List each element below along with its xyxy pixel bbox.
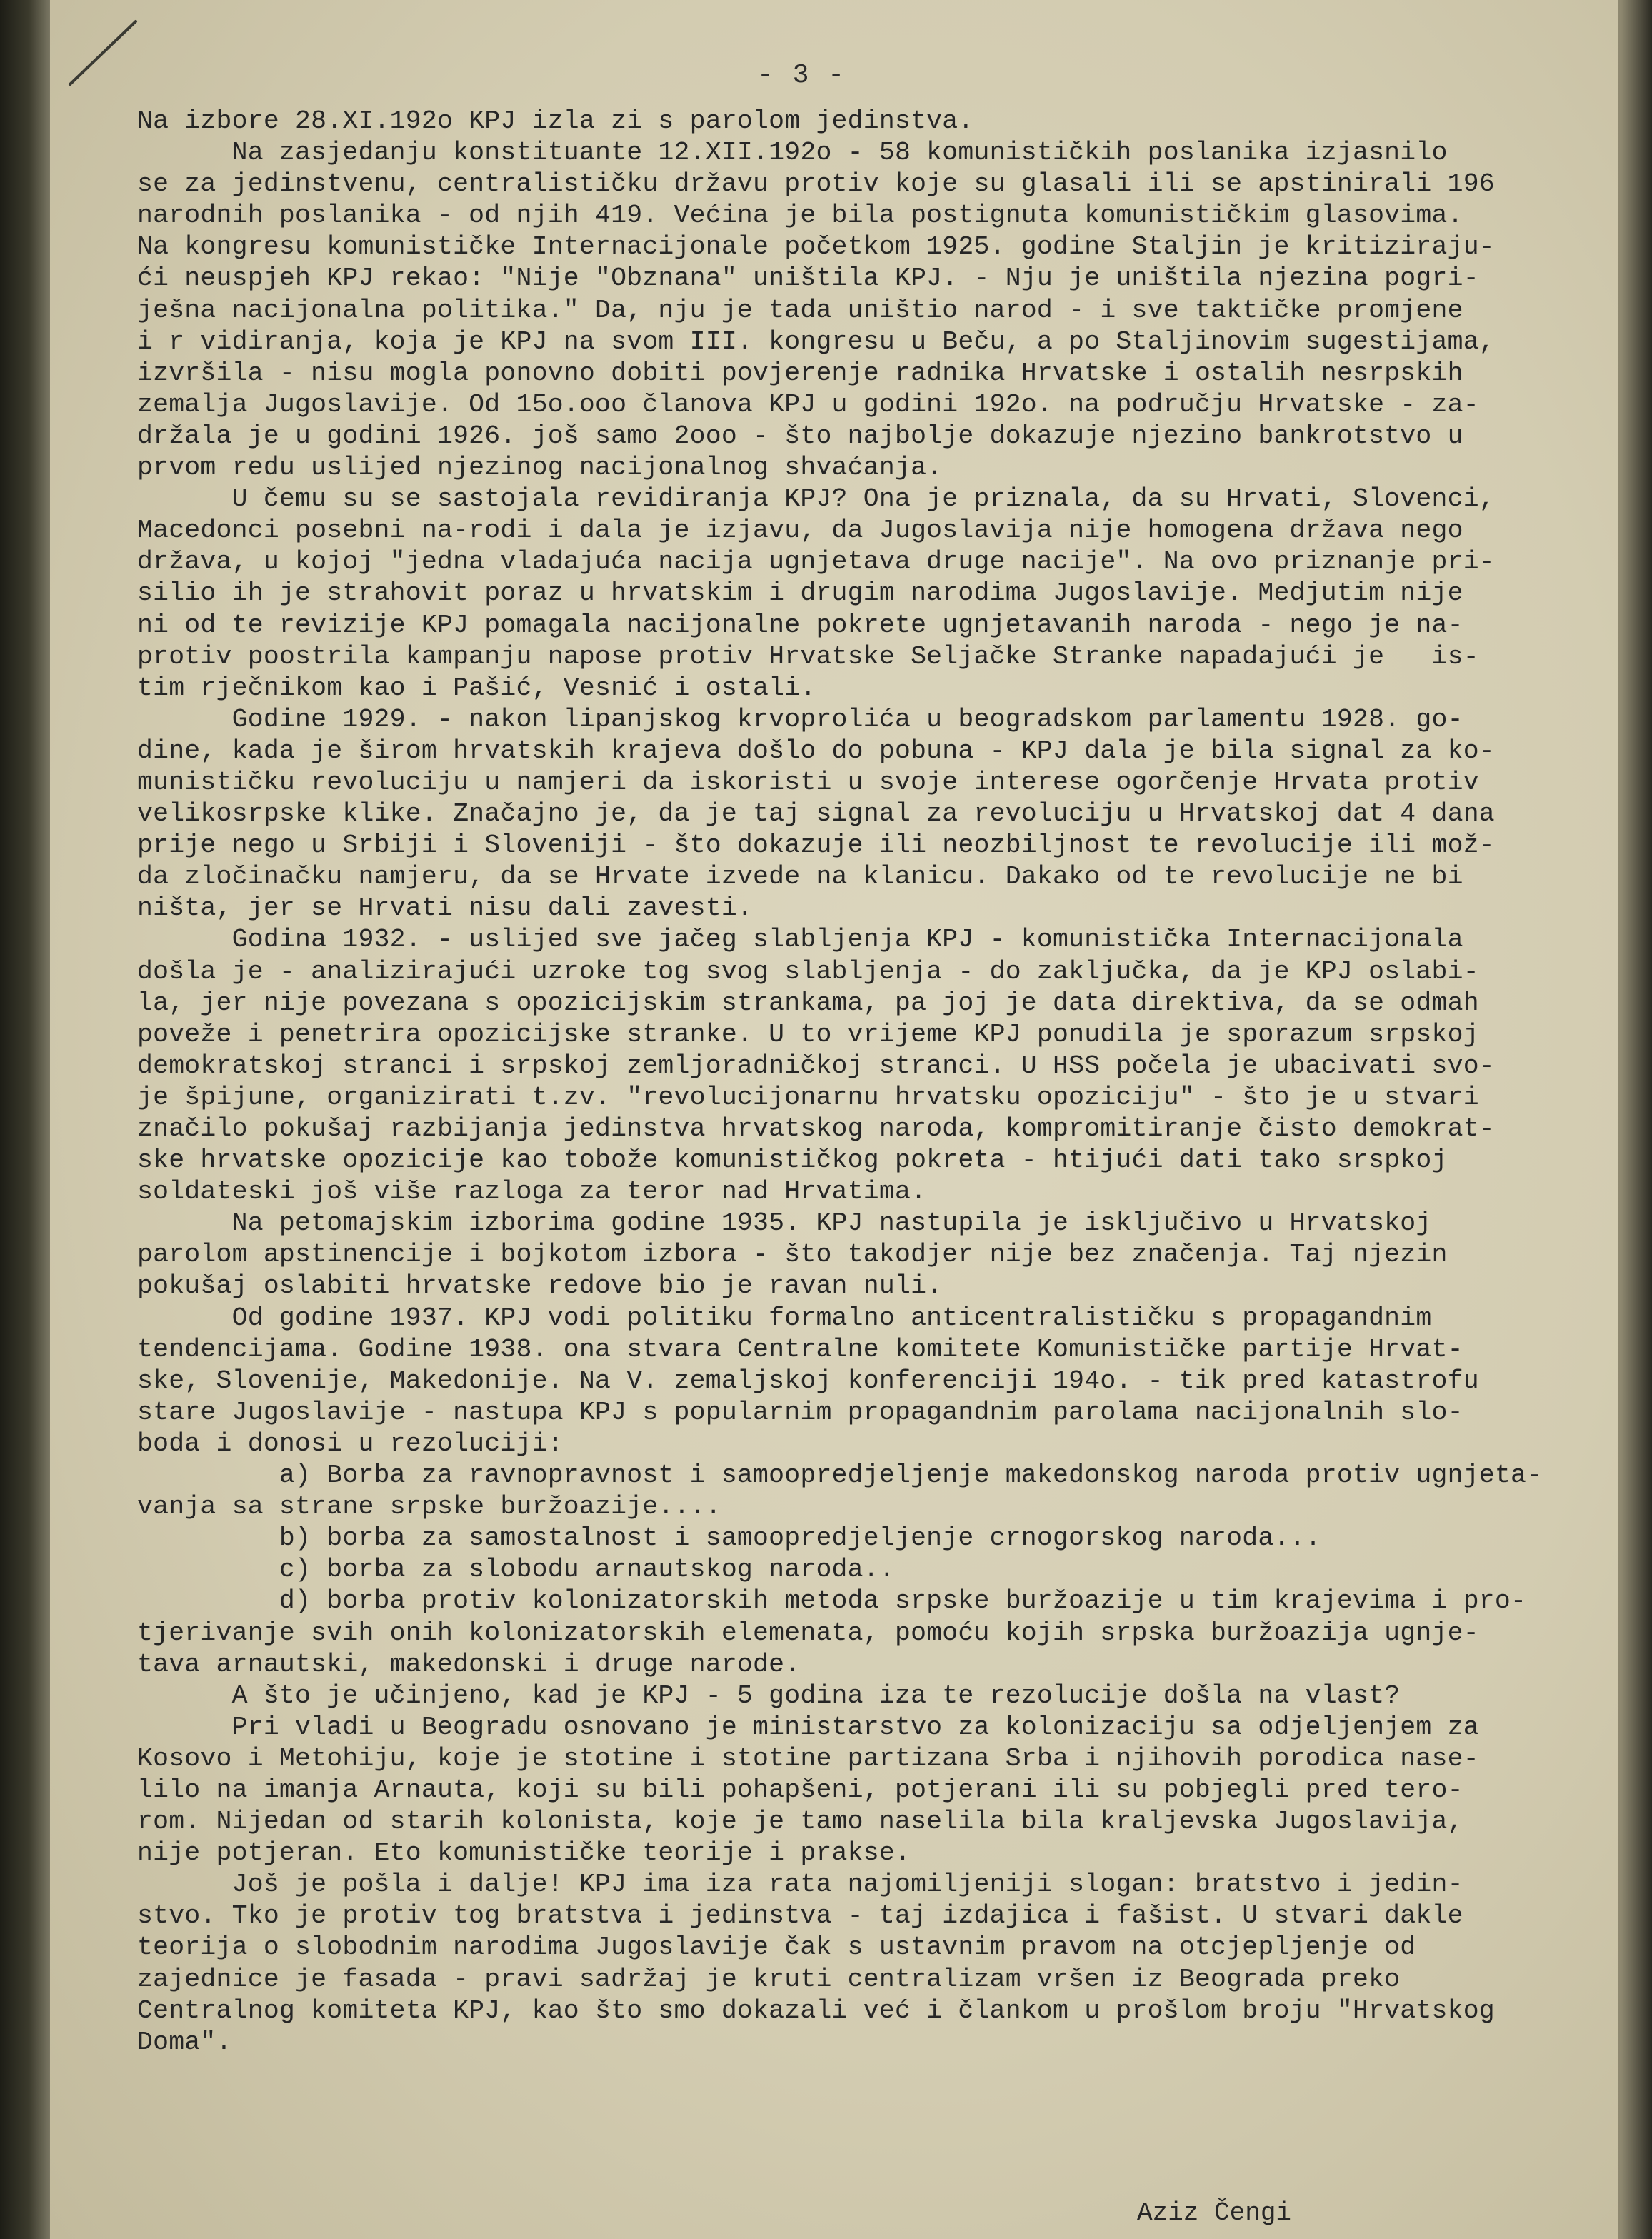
- text-line: c) borba za slobodu arnautskog naroda..: [137, 1555, 895, 1585]
- text-line: se za jedinstvenu, centralističku državu protiv koje su glasali ili se apstinirali 196: [137, 169, 1495, 199]
- text-line: ske hrvatske opozicije kao tobože komunističkog pokreta - htijući dati tako srspkoj: [137, 1146, 1448, 1176]
- text-line: protiv poostrila kampanju napose protiv Hrvatske Seljačke Stranke napadajući je is-: [137, 641, 1479, 671]
- text-line: Centralnog komiteta KPJ, kao što smo dokazali već i člankom u prošlom broju "Hrvatskog: [137, 1995, 1495, 2025]
- text-line: lilo na imanja Arnauta, koji su bili pohapšeni, potjerani ili su pobjegli pred tero-: [137, 1775, 1463, 1805]
- text-line: demokratskoj stranci i srpskoj zemljoradničkoj stranci. U HSS počela je ubacivati svo-: [137, 1051, 1495, 1081]
- text-line: Od godine 1937. KPJ vodi politiku formalno anticentralističku s propagandnim: [137, 1303, 1432, 1333]
- text-line: velikosrpske klike. Značajno je, da je taj signal za revoluciju u Hrvatskoj dat 4 dana: [137, 799, 1495, 829]
- text-line: Na zasjedanju konstituante 12.XII.192o - 58 komunističkih poslanika izjasnilo: [137, 138, 1448, 168]
- text-line: la, jer nije povezana s opozicijskim strankama, pa joj je data direktiva, da se odmah: [137, 988, 1479, 1018]
- text-line: Pri vladi u Beogradu osnovano je ministarstvo za kolonizaciju sa odjeljenjem za: [137, 1712, 1479, 1742]
- text-line: tjerivanje svih onih kolonizatorskih elemenata, pomoću kojih srpska buržoazija ugnje-: [137, 1618, 1479, 1648]
- text-line: da zločinačku namjeru, da se Hrvate izvede na klanicu. Dakako od te revolucije ne bi: [137, 862, 1463, 892]
- text-line: rom. Nijedan od starih kolonista, koje je tamo naselila bila kraljevska Jugoslavija,: [137, 1807, 1463, 1837]
- text-line: munističku revoluciju u namjeri da iskoristi u svoje interese ogorčenje Hrvata protiv: [137, 767, 1479, 797]
- pencil-mark: [64, 14, 150, 93]
- text-line: b) borba za samostalnost i samoopredjeljenje crnogorskog naroda...: [137, 1523, 1321, 1553]
- text-line: došla je - analizirajući uzroke tog svog slabljenja - do zaključka, da je KPJ oslabi-: [137, 956, 1479, 986]
- page-number: - 3 -: [757, 60, 846, 91]
- text-line: stvo. Tko je protiv tog bratstva i jedinstva - taj izdajica i fašist. U stvari dakle: [137, 1901, 1463, 1931]
- text-line: dine, kada je širom hrvatskih krajeva došlo do pobuna - KPJ dala je bila signal za ko-: [137, 736, 1495, 766]
- text-line: je špijune, organizirati t.zv. "revolucijonarnu hrvatsku opoziciju" - što je u stvari: [137, 1082, 1479, 1112]
- text-line: Doma".: [137, 2027, 232, 2057]
- text-line: držala je u godini 1926. još samo 2ooo - što najbolje dokazuje njezino bankrotstvo u: [137, 421, 1463, 451]
- text-line: A što je učinjeno, kad je KPJ - 5 godina iza te rezolucije došla na vlast?: [137, 1680, 1401, 1710]
- text-line: ći neuspjeh KPJ rekao: "Nije "Obznana" uništila KPJ. - Nju je uništila njezina pogri-: [137, 264, 1479, 294]
- text-line: prvom redu uslijed njezinog nacijonalnog shvaćanja.: [137, 453, 943, 483]
- text-line: Kosovo i Metohiju, koje je stotine i stotine partizana Srba i njihovih porodica nase-: [137, 1743, 1479, 1773]
- text-line: nije potjeran. Eto komunističke teorije i prakse.: [137, 1838, 911, 1868]
- text-line: zemalja Jugoslavije. Od 15o.ooo članova KPJ u godini 192o. na području Hrvatske - za-: [137, 389, 1479, 419]
- text-line: i r vidiranja, koja je KPJ na svom III. kongresu u Beču, a po Staljinovim sugestijama,: [137, 326, 1495, 356]
- author-signature: Aziz Čengi: [1137, 2198, 1292, 2228]
- text-line: narodnih poslanika - od njih 419. Većina je bila postignuta komunističkim glasovima.: [137, 201, 1463, 231]
- text-line: boda i donosi u rezoluciji:: [137, 1428, 564, 1458]
- text-line: Macedonci posebni na-rodi i dala je izjavu, da Jugoslavija nije homogena država nego: [137, 516, 1463, 546]
- text-line: poveže i penetrira opozicijske stranke. U to vrijeme KPJ ponudila je sporazum srpskoj: [137, 1019, 1479, 1049]
- document-body: [137, 106, 1594, 2058]
- text-line: vanja sa strane srpske buržoazije....: [137, 1492, 721, 1522]
- text-line: d) borba protiv kolonizatorskih metoda srpske buržoazije u tim krajevima i pro-: [137, 1586, 1527, 1616]
- text-line: zajednice je fasada - pravi sadržaj je kruti centralizam vršen iz Beograda preko: [137, 1964, 1401, 1994]
- text-line: pokušaj oslabiti hrvatske redove bio je ravan nuli.: [137, 1271, 943, 1301]
- text-line: Godine 1929. - nakon lipanjskog krvoprolića u beogradskom parlamentu 1928. go-: [137, 704, 1463, 734]
- text-line: država, u kojoj "jedna vladajuća nacija ugnjetava druge nacije". Na ovo priznanje pri-: [137, 547, 1495, 577]
- text-line: tava arnautski, makedonski i druge narode.: [137, 1649, 801, 1679]
- text-line: Na izbore 28.XI.192o KPJ izla zi s parolom jedinstva.: [137, 106, 974, 136]
- text-line: ješna nacijonalna politika." Da, nju je tada uništio narod - i sve taktičke promjene: [137, 295, 1463, 325]
- text-line: soldateski još više razloga za teror nad Hrvatima.: [137, 1177, 927, 1207]
- text-line: prije nego u Srbiji i Sloveniji - što dokazuje ili neozbiljnost te revolucije ili mož-: [137, 831, 1495, 861]
- text-line: ni od te revizije KPJ pomagala nacijonalne pokrete ugnjetavanih naroda - nego je na-: [137, 610, 1463, 640]
- text-line: tendencijama. Godine 1938. ona stvara Centralne komitete Komunističke partije Hrvat-: [137, 1334, 1463, 1364]
- text-line: silio ih je strahovit poraz u hrvatskim i drugim narodima Jugoslavije. Medjutim nije: [137, 578, 1463, 608]
- text-line: stare Jugoslavije - nastupa KPJ s popularnim propagandnim parolama nacijonalnih slo-: [137, 1397, 1463, 1427]
- text-line: Godina 1932. - uslijed sve jačeg slabljenja KPJ - komunistička Internacijonala: [137, 925, 1463, 955]
- text-line: Na petomajskim izborima godine 1935. KPJ nastupila je isključivo u Hrvatskoj: [137, 1208, 1432, 1238]
- text-line: ništa, jer se Hrvati nisu dali zavesti.: [137, 893, 754, 923]
- text-line: Još je pošla i dalje! KPJ ima iza rata najomiljeniji slogan: bratstvo i jedin-: [137, 1870, 1463, 1900]
- text-line: ske, Slovenije, Makedonije. Na V. zemaljskoj konferenciji 194o. - tik pred katastrofu: [137, 1366, 1479, 1396]
- text-line: Na kongresu komunističke Internacijonale početkom 1925. godine Staljin je kritiziraju-: [137, 232, 1495, 262]
- text-line: značilo pokušaj razbijanja jedinstva hrvatskog naroda, kompromitiranje čisto demokrat-: [137, 1114, 1495, 1143]
- text-line: U čemu su se sastojala revidiranja KPJ? Ona je priznala, da su Hrvati, Slovenci,: [137, 484, 1495, 514]
- text-line: teorija o slobodnim narodima Jugoslavije čak s ustavnim pravom na otcjepljenje od: [137, 1933, 1416, 1963]
- text-line: izvršila - nisu mogla ponovno dobiti povjerenje radnika Hrvatske i ostalih nesrpskih: [137, 358, 1463, 388]
- text-line: a) Borba za ravnopravnost i samoopredjeljenje makedonskog naroda protiv ugnjeta-: [137, 1461, 1543, 1491]
- text-line: tim rječnikom kao i Pašić, Vesnić i ostali.: [137, 673, 816, 703]
- text-line: parolom apstinencije i bojkotom izbora - što takodjer nije bez značenja. Taj njezin: [137, 1240, 1448, 1270]
